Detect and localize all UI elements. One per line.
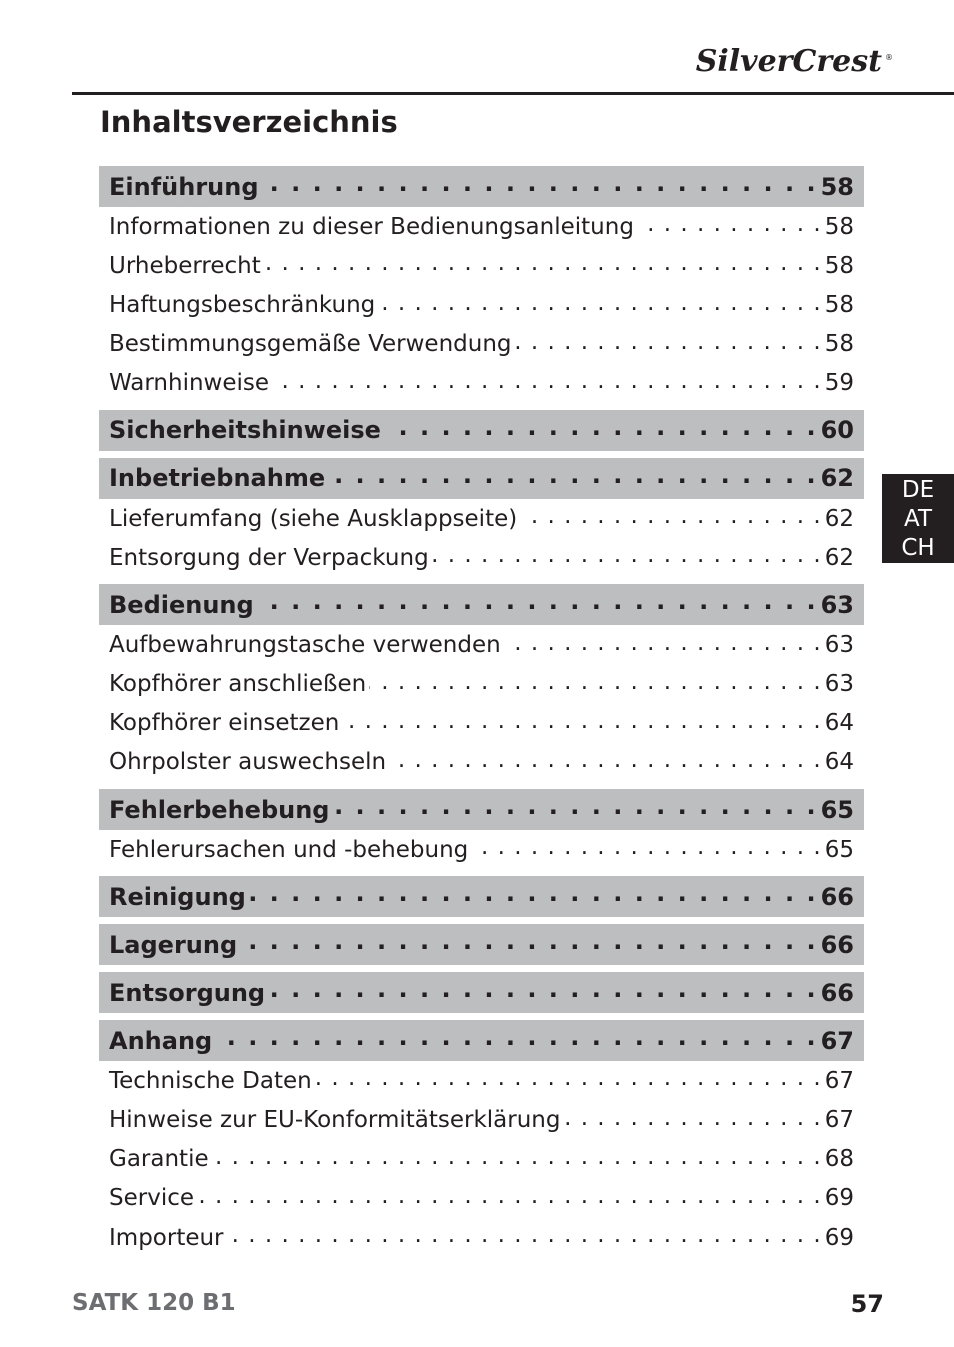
toc-leader-dots [249, 876, 818, 917]
toc-entry-title: Technische Daten [109, 1067, 312, 1094]
toc-entry-row[interactable] [99, 499, 864, 538]
registered-mark: ® [885, 53, 893, 62]
toc-section-page: 66 [820, 882, 854, 911]
toc-entry-row[interactable] [99, 625, 864, 664]
toc-section-page: 60 [820, 416, 854, 445]
toc-leader-dots [563, 1100, 821, 1139]
toc-entry-row[interactable] [99, 704, 864, 743]
toc-leader-dots [268, 972, 818, 1013]
toc-section-row[interactable] [99, 924, 864, 965]
toc-entry-row[interactable] [99, 665, 864, 704]
toc-entry-title: Fehlerursachen und -behebung [109, 836, 469, 863]
toc-section-title: Anhang [109, 1026, 213, 1055]
toc-section-page: 66 [820, 930, 854, 959]
toc-entry-title: Garantie [109, 1146, 209, 1173]
toc-entry-row[interactable] [99, 538, 864, 577]
toc-section-title: Einführung [109, 172, 259, 201]
toc-section-row[interactable] [99, 166, 864, 207]
toc-section-title: Inbetriebnahme [109, 464, 326, 493]
toc-entry-page: 62 [824, 505, 854, 532]
toc-leader-dots [504, 625, 822, 664]
toc-entry-page: 65 [824, 836, 854, 863]
toc-leader-dots [432, 538, 822, 577]
toc-entry-title: Warnhinweise [109, 370, 270, 397]
toc-entry-title: Lieferumfang (siehe Ausklappseite) [109, 505, 518, 532]
toc-leader-dots [515, 325, 822, 364]
footer-model: SATK 120 B1 [72, 1290, 236, 1316]
toc-entry-row[interactable] [99, 1140, 864, 1179]
toc-section-title: Entsorgung [109, 978, 266, 1007]
toc-entry-page: 69 [824, 1224, 854, 1251]
toc-section-row[interactable] [99, 458, 864, 499]
toc-section-page: 65 [820, 795, 854, 824]
toc-entry-title: Service [109, 1185, 195, 1212]
language-code-de: DE [901, 477, 935, 503]
toc-entry-row[interactable] [99, 1218, 864, 1257]
toc-entry-page: 67 [824, 1067, 854, 1094]
toc-leader-dots [389, 743, 822, 782]
toc-entry-row[interactable] [99, 743, 864, 782]
toc-leader-dots [369, 665, 821, 704]
toc-section-row[interactable] [99, 584, 864, 625]
toc-section-title: Fehlerbehebung [109, 795, 330, 824]
brand-name: SilverCrest [695, 44, 882, 79]
toc-section-row[interactable] [99, 1020, 864, 1061]
toc-leader-dots [272, 364, 822, 403]
toc-entry-title: Importeur [109, 1224, 224, 1251]
toc-entry-page: 64 [824, 710, 854, 737]
header-rule [72, 92, 954, 95]
toc-leader-dots [262, 166, 818, 207]
toc-leader-dots [328, 458, 817, 499]
toc-entry-row[interactable] [99, 1179, 864, 1218]
toc-entry-title: Hinweise zur EU-Konformitätserklärung [109, 1107, 561, 1134]
toc-section-title: Lagerung [109, 930, 238, 959]
toc-entry-page: 67 [824, 1107, 854, 1134]
language-tab [882, 474, 954, 563]
toc-entry-row[interactable] [99, 325, 864, 364]
toc-entry-title: Haftungsbeschränkung [109, 291, 376, 318]
toc-leader-dots [637, 207, 822, 246]
toc-section-page: 66 [820, 978, 854, 1007]
toc-leader-dots [332, 789, 817, 830]
toc-entry-row[interactable] [99, 207, 864, 246]
toc-entry-page: 59 [824, 370, 854, 397]
toc-entry-row[interactable] [99, 830, 864, 869]
toc-section-page: 62 [820, 464, 854, 493]
toc-section-row[interactable] [99, 410, 864, 451]
toc-entry-title: Informationen zu dieser Bedienungsanleitung [109, 213, 634, 240]
toc-section-row[interactable] [99, 789, 864, 830]
toc-section-title: Reinigung [109, 882, 246, 911]
toc-entry-title: Bestimmungsgemäße Verwendung [109, 331, 512, 358]
toc-leader-dots [342, 704, 821, 743]
toc-leader-dots [215, 1020, 817, 1061]
toc-leader-dots [520, 499, 822, 538]
toc-entry-page: 68 [824, 1146, 854, 1173]
toc-section-page: 67 [820, 1026, 854, 1055]
toc-leader-dots [240, 924, 817, 965]
toc-entry-page: 63 [824, 631, 854, 658]
toc-entry-page: 62 [824, 544, 854, 571]
language-code-ch: CH [901, 535, 935, 561]
toc-entry-row[interactable] [99, 285, 864, 324]
toc-leader-dots [197, 1179, 822, 1218]
toc-leader-dots [264, 246, 822, 285]
toc-entry-page: 58 [824, 291, 854, 318]
brand-logo [695, 44, 893, 79]
toc-entry-page: 58 [824, 252, 854, 279]
toc-section-title: Bedienung [109, 590, 254, 619]
toc-entry-row[interactable] [99, 1100, 864, 1139]
toc-leader-dots [378, 285, 821, 324]
page-title: Inhaltsverzeichnis [100, 105, 398, 139]
toc-leader-dots [315, 1061, 822, 1100]
toc-section-page: 63 [820, 590, 854, 619]
toc-leader-dots [227, 1218, 822, 1257]
toc-section-row[interactable] [99, 972, 864, 1013]
toc-entry-page: 64 [824, 749, 854, 776]
toc-entry-row[interactable] [99, 246, 864, 285]
toc-entry-page: 58 [824, 331, 854, 358]
toc-entry-title: Urheberrecht [109, 252, 261, 279]
toc-section-page: 58 [820, 172, 854, 201]
language-code-at: AT [904, 506, 932, 532]
toc-entry-page: 69 [824, 1185, 854, 1212]
toc-entry-page: 63 [824, 671, 854, 698]
table-of-contents [99, 166, 864, 1257]
toc-section-title: Sicherheitshinweise [109, 416, 381, 445]
toc-entry-title: Kopfhörer anschließen [109, 671, 367, 698]
toc-leader-dots [384, 410, 818, 451]
toc-entry-page: 58 [824, 213, 854, 240]
toc-leader-dots [257, 584, 818, 625]
toc-leader-dots [212, 1140, 822, 1179]
toc-section-row[interactable] [99, 876, 864, 917]
toc-entry-title: Ohrpolster auswechseln [109, 749, 387, 776]
toc-entry-row[interactable] [99, 1061, 864, 1100]
footer-page-number: 57 [850, 1290, 884, 1318]
toc-leader-dots [471, 830, 821, 869]
toc-entry-row[interactable] [99, 364, 864, 403]
toc-entry-title: Kopfhörer einsetzen [109, 710, 340, 737]
toc-entry-title: Aufbewahrungstasche verwenden [109, 631, 501, 658]
toc-entry-title: Entsorgung der Verpackung [109, 544, 429, 571]
